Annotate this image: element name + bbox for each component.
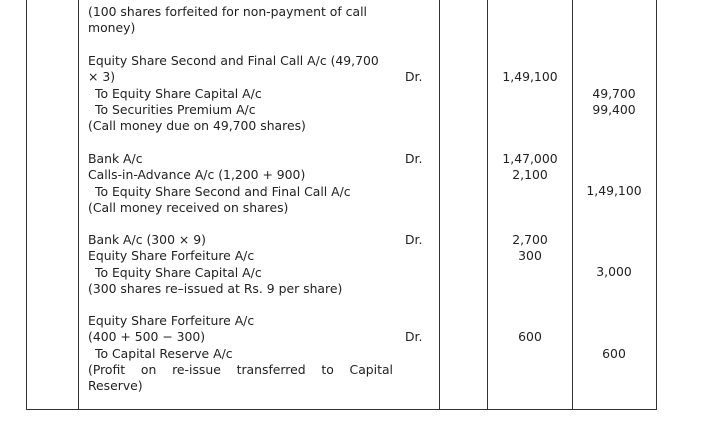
debit-amount: 2,700 [512,232,548,247]
credit-account: To Equity Share Capital A/c [95,85,262,101]
table-border-left [26,0,27,410]
debit-amount: 600 [518,329,542,344]
credit-amount: 600 [602,346,626,361]
dr-label: Dr. [405,329,423,344]
debit-account: × 3) [88,69,116,85]
narration: (Call money due on 49,700 shares) [88,118,306,134]
particulars [88,53,393,134]
debit-amount: 1,49,100 [502,69,558,84]
narration: (100 shares forfeited for non-payment of call [88,4,367,19]
narration: (Profit on re-issue transferred to Capital [88,361,393,377]
dr-label: Dr. [405,232,423,247]
particulars-column-divider [439,0,440,410]
particulars [88,4,393,37]
credit-account: To Securities Premium A/c [95,101,256,117]
particulars [88,151,393,216]
debit-account: Bank A/c (300 × 9) [88,232,206,247]
table-bottom-border [26,409,656,410]
lf-column-divider [487,0,488,410]
narration: money) [88,20,136,36]
credit-amount: 1,49,100 [586,183,642,198]
debit-amount: 300 [518,248,542,263]
debit-account: Equity Share Forfeiture A/c [88,248,255,264]
narration: (Call money received on shares) [88,199,289,215]
table-border-right [656,0,657,410]
debit-amount: 1,47,000 [502,151,558,166]
credit-amount: 3,000 [596,264,632,279]
debit-amount: 2,100 [512,167,548,182]
debit-account: Calls-in-Advance A/c (1,200 + 900) [88,167,306,183]
debit-account: Bank A/c [88,151,143,166]
credit-account: To Equity Share Capital A/c [95,264,262,280]
dr-label: Dr. [405,151,423,166]
credit-amount: 99,400 [592,102,636,117]
narration: Reserve) [88,378,143,394]
debit-account: (400 + 500 − 300) [88,329,206,345]
credit-account: To Equity Share Second and Final Call A/c [95,183,351,199]
credit-account: To Capital Reserve A/c [95,345,233,361]
particulars [88,232,393,297]
particulars [88,313,393,394]
credit-amount: 49,700 [592,86,636,101]
debit-account: Equity Share Forfeiture A/c [88,313,255,328]
date-column-divider [78,0,79,410]
narration: (300 shares re–issued at Rs. 9 per share) [88,280,343,296]
dr-label: Dr. [405,69,423,84]
debit-account: Equity Share Second and Final Call A/c (49,700 [88,53,379,68]
